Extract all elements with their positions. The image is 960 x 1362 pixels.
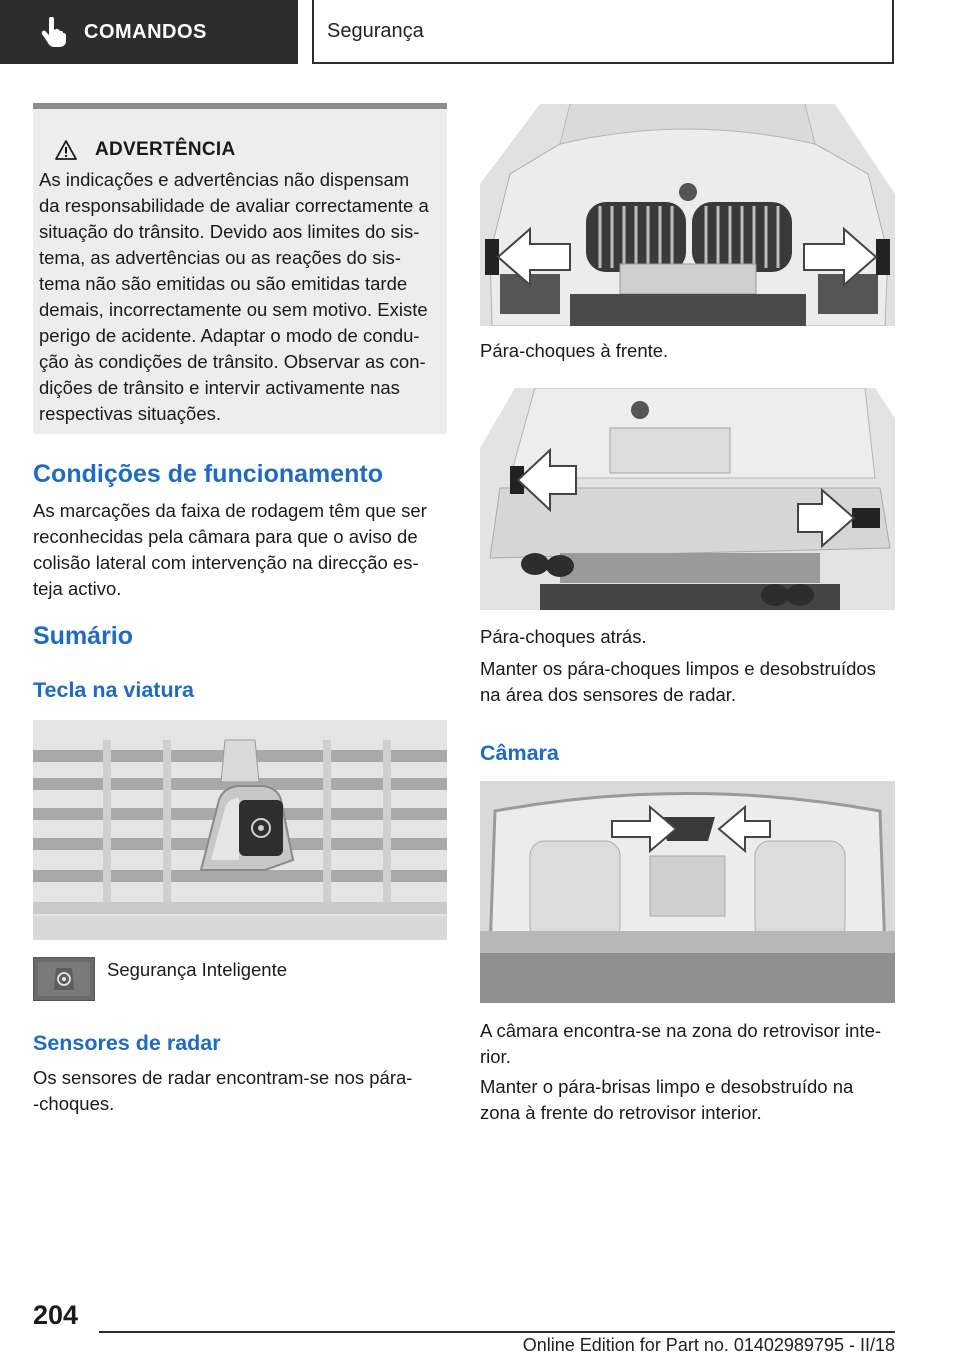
windshield-paragraph	[480, 1074, 895, 1126]
warning-line: ção às condições de trânsito. Observar as con‐	[39, 351, 426, 372]
rear-bumper-image	[480, 388, 895, 610]
text-line: reconhecidas pela câmara para que o aviso de	[33, 526, 418, 547]
key-caption: Segurança Inteligente	[107, 959, 287, 980]
text-line: rior.	[480, 1046, 511, 1067]
safety-button-glyph-icon	[34, 958, 94, 1000]
front-bumper-illustration	[480, 104, 895, 326]
text-line: zona à frente do retrovisor interior.	[480, 1102, 762, 1123]
conditions-paragraph	[33, 498, 447, 602]
text-line: Manter o pára-brisas limpo e desobstruído na	[480, 1076, 854, 1097]
camera-illustration	[480, 781, 895, 1003]
warning-line: situação do trânsito. Devido aos limites do sis‐	[39, 221, 420, 242]
intelligent-safety-key-icon	[33, 957, 95, 1001]
page-number: 204	[33, 1300, 79, 1330]
heading-conditions: Condições de funcionamento	[33, 460, 384, 488]
front-bumper-image	[480, 104, 895, 326]
heading-button: Tecla na viatura	[33, 678, 194, 702]
camera-image	[480, 781, 895, 1003]
warning-box	[33, 103, 447, 434]
text-line: teja activo.	[33, 578, 122, 599]
bumper-paragraph	[480, 656, 895, 708]
text-line: As marcações da faixa de rodagem têm que ser	[33, 500, 427, 521]
warning-line: tema, as advertências ou as reações do sis‐	[39, 247, 401, 268]
edition-footer: Online Edition for Part no. 01402989795 - II/18	[522, 1335, 895, 1355]
warning-line: demais, incorrectamente ou sem motivo. Existe	[39, 299, 428, 320]
chapter-tab[interactable]	[0, 0, 298, 64]
camera-paragraph	[480, 1018, 895, 1070]
warning-title: ADVERTÊNCIA	[95, 139, 236, 160]
footer-divider	[99, 1331, 895, 1333]
rear-bumper-caption: Pára-choques atrás.	[480, 626, 647, 647]
text-line: ‐choques.	[33, 1093, 115, 1114]
warning-line: As indicações e advertências não dispensam	[39, 169, 410, 190]
section-tab[interactable]	[312, 0, 894, 64]
warning-line: perigo de acidente. Adaptar o modo de condu‐	[39, 325, 420, 346]
warning-line: da responsabilidade de avaliar correctamente a	[39, 195, 429, 216]
text-line: Manter os pára-choques limpos e desobstruídos	[480, 658, 876, 679]
text-line: A câmara encontra-se na zona do retrovisor inte‐	[480, 1020, 882, 1041]
warning-line: tema não são emitidas ou são emitidas tarde	[39, 273, 408, 294]
grille-illustration	[33, 720, 447, 940]
text-line: Os sensores de radar encontram-se nos pára‐	[33, 1067, 413, 1088]
text-line: na área dos sensores de radar.	[480, 684, 737, 705]
warning-line: dições de trânsito e intervir activamente nas	[39, 377, 400, 398]
section-label: Segurança	[327, 19, 424, 42]
heading-summary: Sumário	[33, 622, 134, 650]
radar-paragraph	[33, 1065, 447, 1117]
heading-radar: Sensores de radar	[33, 1031, 221, 1055]
heading-camera: Câmara	[480, 741, 559, 765]
grille-button-image	[33, 720, 447, 940]
pointing-hand-icon	[40, 17, 66, 47]
rear-bumper-illustration	[480, 388, 895, 610]
warning-line: respectivas situações.	[39, 403, 222, 424]
warning-text	[39, 167, 441, 427]
text-line: colisão lateral com intervenção na direcção es‐	[33, 552, 419, 573]
chapter-label: COMANDOS	[84, 20, 207, 43]
front-bumper-caption: Pára-choques à frente.	[480, 340, 669, 361]
warning-triangle-icon	[55, 140, 77, 160]
